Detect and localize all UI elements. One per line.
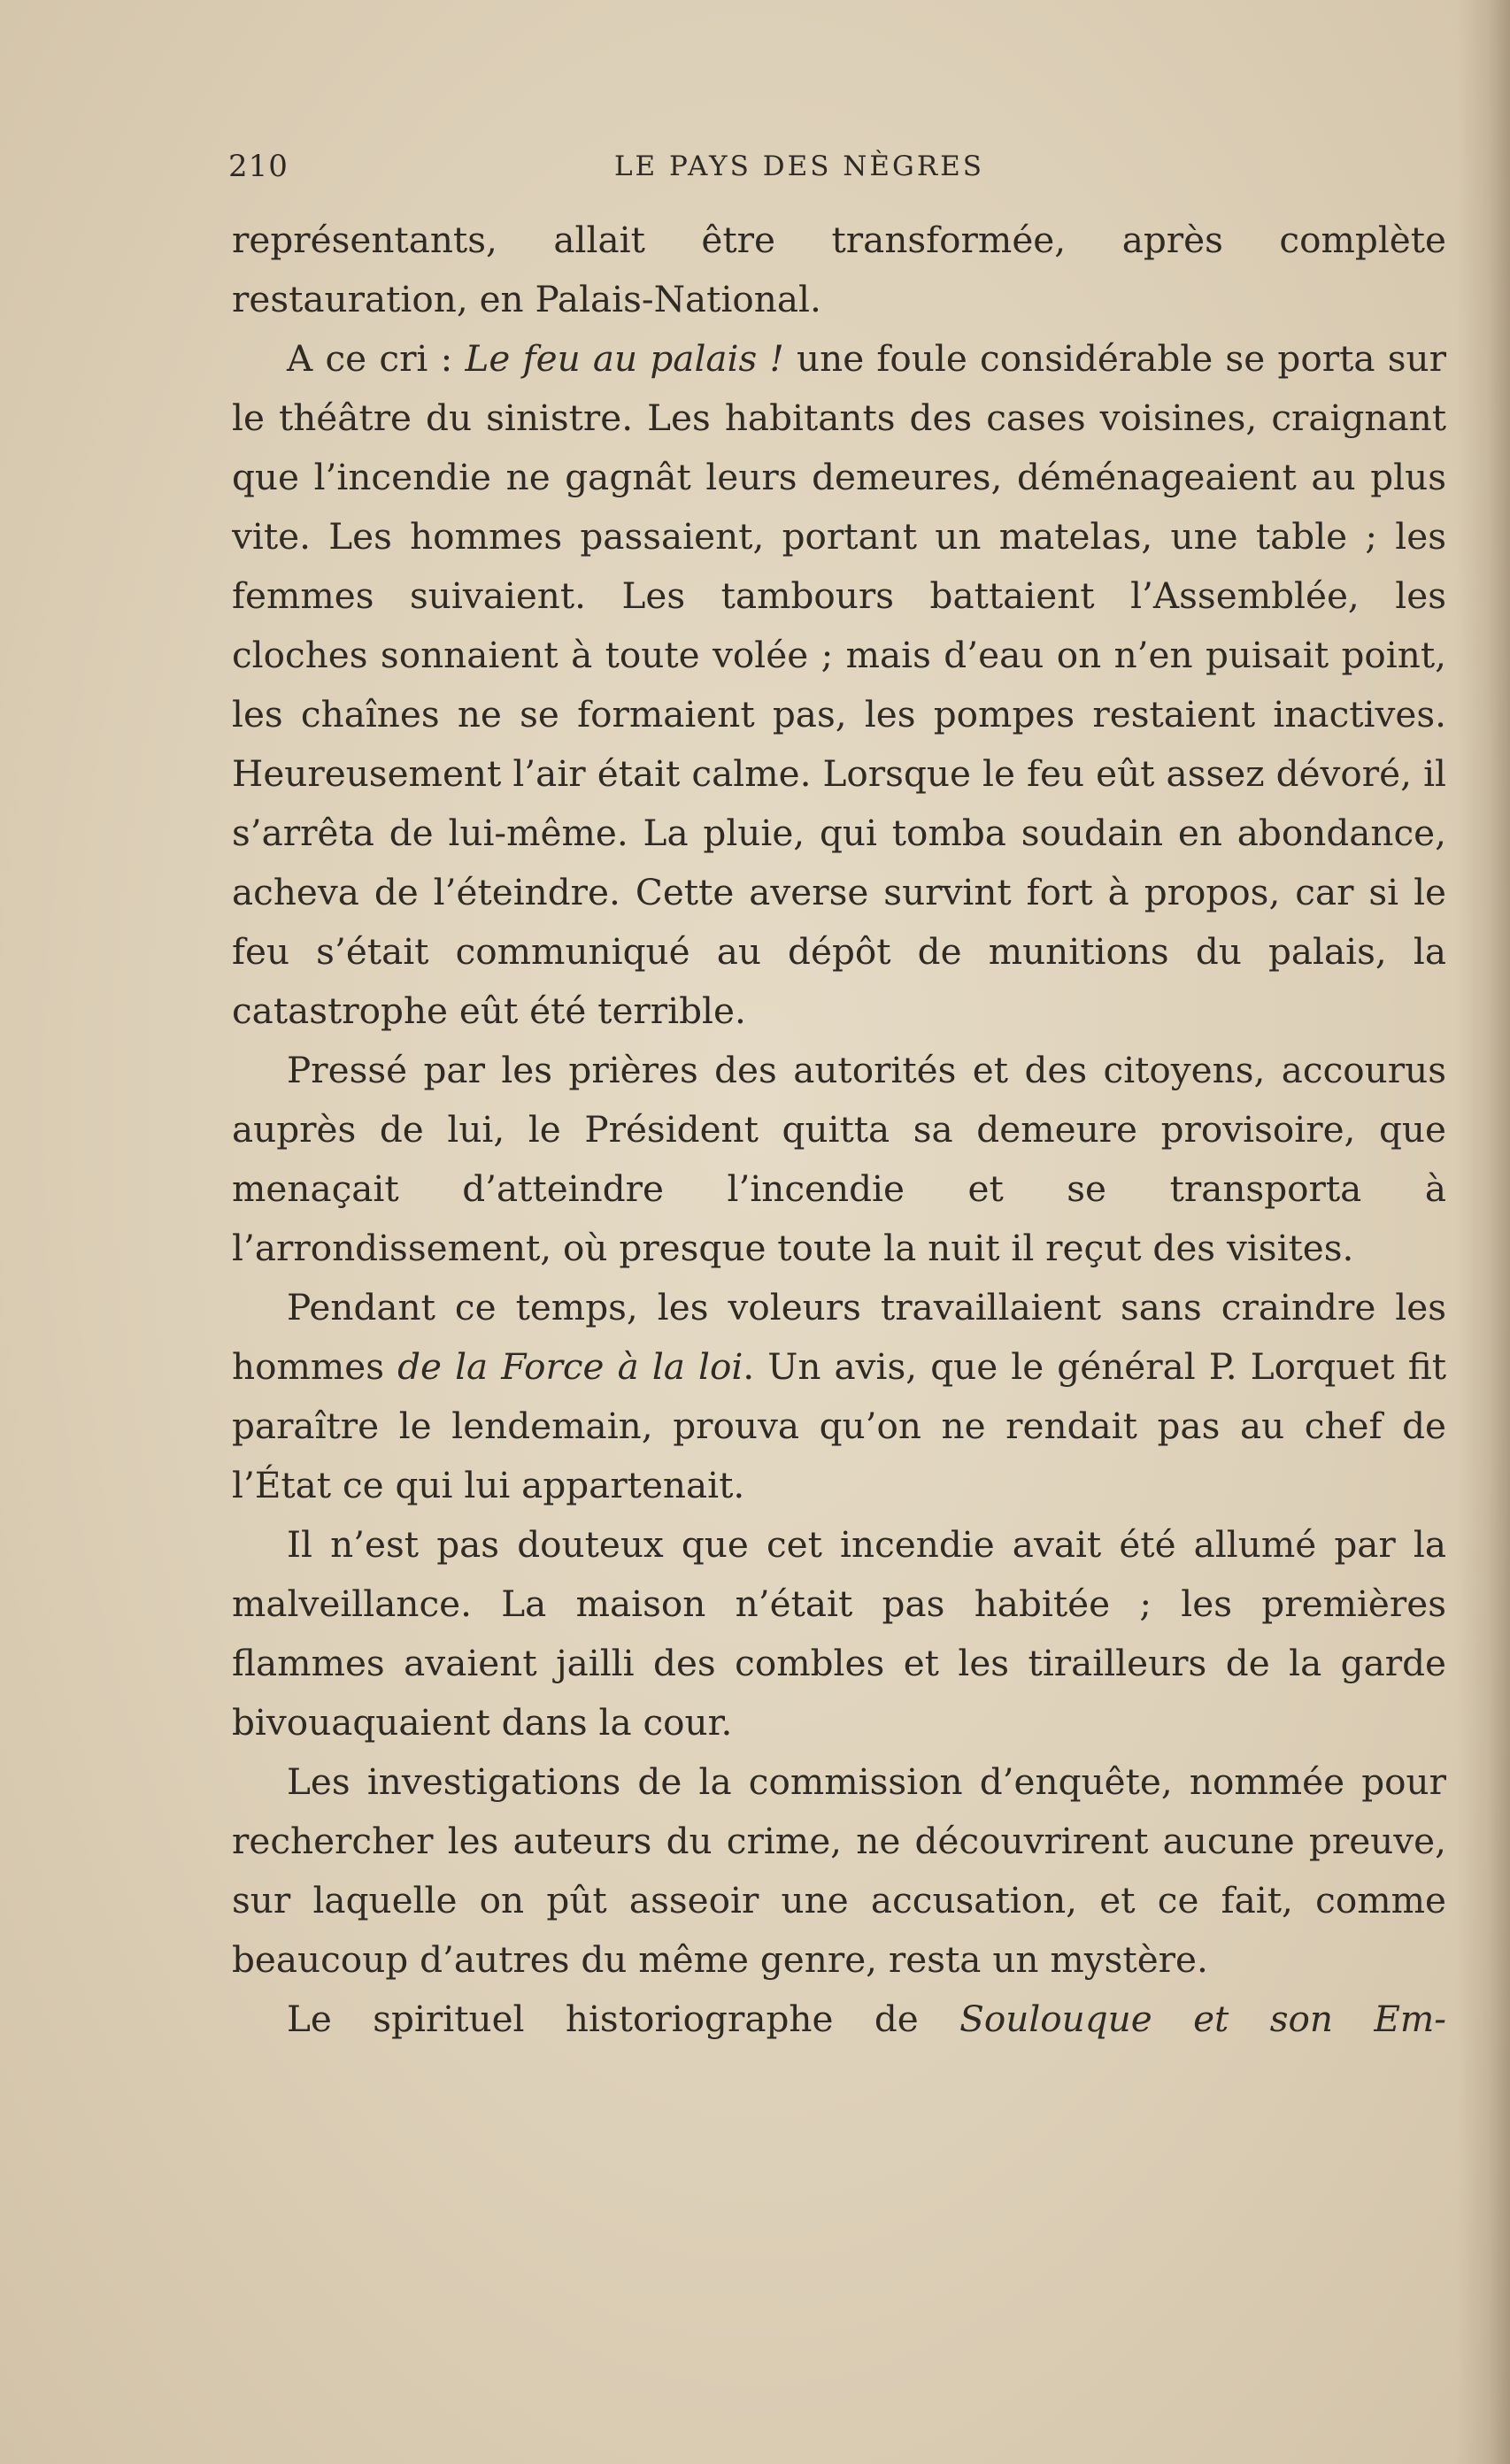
paragraph-4-text-a: Pendant ce temps, les voleurs travaillaient sans craindre les hommes bbox=[232, 1286, 1446, 1388]
paragraph-2 bbox=[232, 329, 1446, 1041]
paragraph-5: Il n’est pas douteux que cet incendie avait été allumé par la malveillance. La maison n’était pas habitée ; les premières flammes avaient jailli des combles et les tirailleurs de la garde bivouaquaient dans la cour. bbox=[232, 1523, 1446, 1744]
paragraph-4 bbox=[232, 1278, 1446, 1515]
page-gutter-shadow bbox=[1457, 0, 1510, 2464]
paragraph-6: Les investigations de la commission d’enquête, nommée pour rechercher les auteurs du crime, ne découvrirent aucune preuve, sur laquelle on pût asseoir une accusation, et ce fait, comme beaucoup d’autres du même genre, resta un mystère. bbox=[232, 1760, 1446, 1981]
paragraph-2-italic-cry: Le feu au palais ! bbox=[465, 337, 784, 380]
running-head: LE PAYS DES NÈGRES bbox=[613, 150, 985, 182]
body-text bbox=[232, 211, 1446, 2049]
paragraph-4-text-b: . Un avis, que le général P. Lorquet fit paraître le lendemain, prouva qu’on ne rendait pas au chef de l’État ce qui lui appartenait. bbox=[232, 1345, 1446, 1506]
paragraph-7-text-a: Le spirituel historiographe de bbox=[287, 1998, 960, 2040]
paragraph-2-text-b: une foule considérable se porta sur le théâtre du sinistre. Les habitants des cases voisines, craignant que l’incendie ne gagnât leurs demeures, déménageaient au plus vite. Les hommes passaient, portant un matelas, une table ; les femmes suivaient. Les tambours battaient l’Assemblée, les cloches sonnaient à toute volée ; mais d’eau on n’en puisait point, les chaînes ne se formaient pas, les pompes restaient inactives. Heureusement l’air était calme. Lorsque le feu eût assez dévoré, il s’arrêta de lui-même. La pluie, qui tomba soudain en abondance, acheva de l’éteindre. Cette averse survint fort à propos, car si le feu s’était communiqué au dépôt de munitions du palais, la catastrophe eût été terrible. bbox=[232, 337, 1446, 1032]
paragraph-3: Pressé par les prières des autorités et des citoyens, accourus auprès de lui, le Président quitta sa demeure provisoire, que menaçait d’atteindre l’incendie et se transporta à l’arrondissement, où presque toute la nuit il reçut des visites. bbox=[232, 1049, 1446, 1269]
paragraph-4-italic-force: de la Force à la loi bbox=[397, 1345, 743, 1388]
page-header bbox=[228, 149, 1370, 191]
paragraph-2-text-a: A ce cri : bbox=[287, 337, 466, 380]
paragraph-7-italic-title: Soulouque et son Em- bbox=[959, 1998, 1446, 2040]
paragraph-7 bbox=[232, 1990, 1446, 2049]
page-number: 210 bbox=[228, 149, 289, 184]
paragraph-1: représentants, allait être transformée, après complète restauration, en Palais-National. bbox=[232, 219, 1446, 320]
